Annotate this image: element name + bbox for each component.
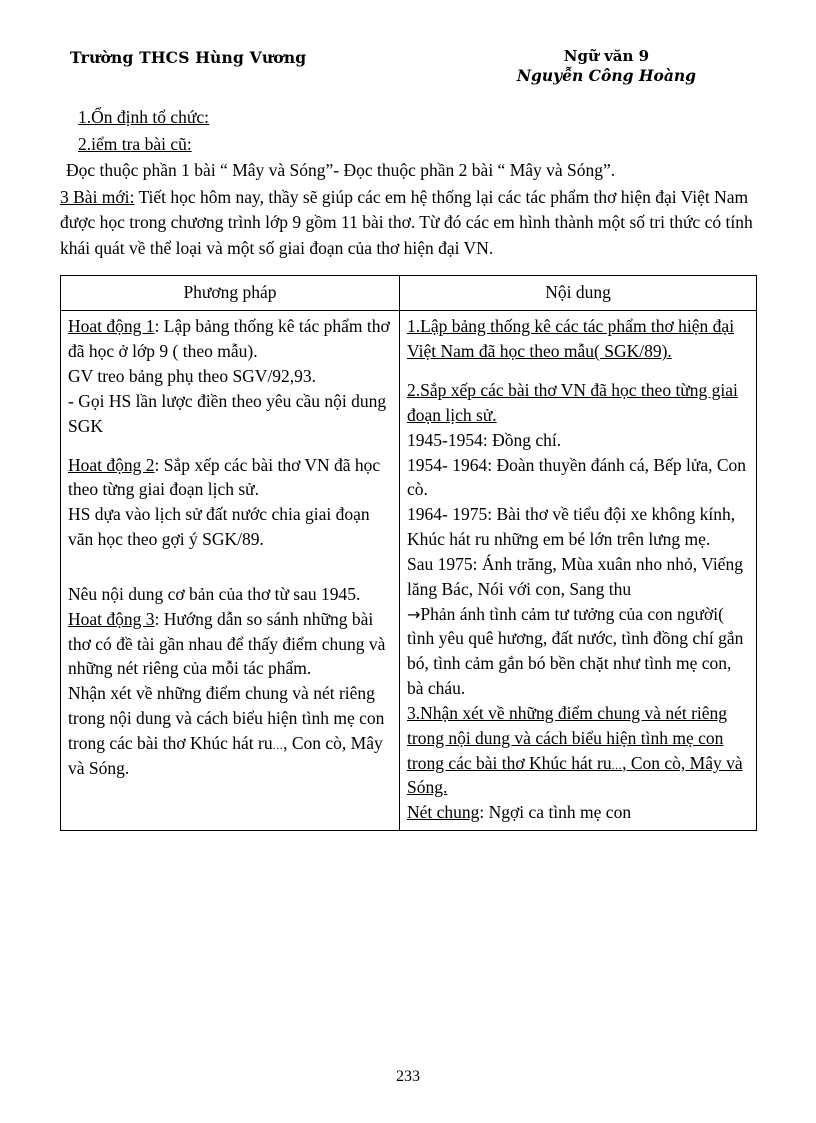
content-section-4: [407, 800, 749, 825]
author-name: Nguyễn Công Hoàng: [516, 66, 696, 86]
activity-2-text: : Sắp xếp các bài thơ VN đã học theo từng giai đoạn lịch sử.: [68, 454, 381, 500]
list-item: 1945-1954: Đồng chí.: [407, 429, 562, 450]
content-section-3: [407, 701, 749, 800]
method-line-8a: Nhận xét về những điểm chung và nét riêng trong nội dung và cách biểu hiện tình mẹ con trong các bài thơ Khúc hát ru: [68, 683, 385, 753]
intro-line-4-text: Tiết học hôm nay, thầy sẽ giúp các em hệ thống lại các tác phẩm thơ hiện đại Việt Nam được học trong chương trình lớp 9 gồm 11 bài thơ. Từ đó các em hình thành một số tri thức có tính khái quát về thể loại và một số giai đoạn của thơ hiện đại VN.: [60, 186, 753, 258]
method-line-8: [68, 681, 392, 780]
intro-line-2: [60, 132, 756, 158]
intro-line-3-text: Đọc thuộc phần 1 bài “ Mây và Sóng”- Đọc thuộc phần 2 bài “ Mây và Sóng”.: [66, 160, 616, 181]
activity-1-label: Hoat động 1: [68, 316, 155, 337]
method-line-2: GV treo bảng phụ theo SGV/92,93.: [68, 365, 317, 386]
content-section-3b: , Con cò, Mây và Sóng.: [407, 752, 743, 798]
content-cell: [400, 311, 757, 831]
list-item: Sau 1975: Ánh trăng, Mùa xuân nho nhỏ, Viếng lăng Bác, Nói với con, Sang thu: [407, 553, 743, 599]
list-item: 1964- 1975: Bài thơ về tiểu đội xe không kính, Khúc hát ru những em bé lớn trên lưng mẹ.: [407, 504, 736, 550]
subject-title: Ngữ văn 9: [563, 47, 650, 65]
method-line-3: - Gọi HS lần lược điền theo yêu cầu nội dung SGK: [68, 390, 387, 436]
activity-3-label: Hoat động 3: [68, 608, 155, 629]
activity-2: [68, 453, 392, 503]
content-summary: [407, 602, 749, 701]
activity-2-label: Hoat động 2: [68, 454, 155, 475]
activity-1: [68, 314, 392, 364]
method-line-6: Nêu nội dung cơ bản của thơ từ sau 1945.: [68, 583, 361, 604]
column-header-content: Nội dung: [400, 276, 757, 311]
content-section-3a: 3.Nhận xét về những điểm chung và nét riêng trong nội dung và cách biểu hiện tình mẹ con trong các bài thơ Khúc hát ru: [407, 702, 728, 773]
method-line-8-ellipsis: ...: [272, 737, 284, 752]
school-name: Trường THCS Hùng Vương: [70, 48, 307, 67]
content-section-1-text: 1.Lập bảng thống kê các tác phẩm thơ hiện đại Việt Nam đã học theo mẫu( SGK/89).: [407, 316, 735, 362]
activity-3: [68, 607, 392, 682]
activity-3-text: : Hướng dẫn so sánh những bài thơ có đề tài gần nhau để thấy điểm chung và những nét riêng của mỗi tác phẩm.: [68, 608, 386, 679]
lesson-plan-table: [60, 275, 757, 831]
method-line-8b: , Con cò, Mây và Sóng.: [68, 732, 383, 778]
content-section-2: [407, 378, 749, 428]
content-section-2-text: 2.Sắp xếp các bài thơ VN đã học theo từng giai đoạn lịch sử.: [407, 379, 738, 425]
arrow-right-icon: →: [407, 604, 421, 624]
content-section-3-ellipsis: ...: [611, 757, 623, 772]
table-row: [61, 311, 757, 831]
intro-line-2-text: 2.iểm tra bài cũ:: [78, 133, 192, 154]
page-header: [60, 46, 756, 87]
intro-line-1-text: 1.Ổn định tổ chức:: [78, 107, 209, 128]
intro-line-4-label: 3 Bài mới:: [60, 186, 135, 207]
content-summary-text: Phản ánh tình cảm tư tưởng của con người( tình yêu quê hương, đất nước, tình đồng chí gắn bó, tình cảm gắn bó bền chặt như tình mẹ con, bà cháu.: [407, 603, 744, 699]
method-line-5: HS dựa vào lịch sử đất nước chia giai đoạn văn học theo gợi ý SGK/89.: [68, 504, 370, 550]
table-header-row: [61, 276, 757, 311]
list-item: 1954- 1964: Đoàn thuyền đánh cá, Bếp lửa, Con cò.: [407, 454, 747, 500]
method-cell: [61, 311, 400, 831]
intro-line-3: [60, 158, 756, 184]
intro-section: [60, 105, 756, 261]
intro-line-4: [60, 185, 756, 262]
content-section-4-text: : Ngợi ca tình mẹ con: [479, 802, 632, 823]
intro-line-1: [60, 105, 756, 131]
activity-1-text: : Lập bảng thống kê tác phẩm thơ đã học ở lớp 9 ( theo mẫu).: [68, 316, 390, 362]
content-section-1: [407, 314, 749, 364]
column-header-method: Phương pháp: [61, 276, 400, 311]
header-right-block: [517, 46, 756, 87]
page-number: 233: [396, 1068, 420, 1085]
content-section-4-label: Nét chung: [407, 802, 480, 823]
